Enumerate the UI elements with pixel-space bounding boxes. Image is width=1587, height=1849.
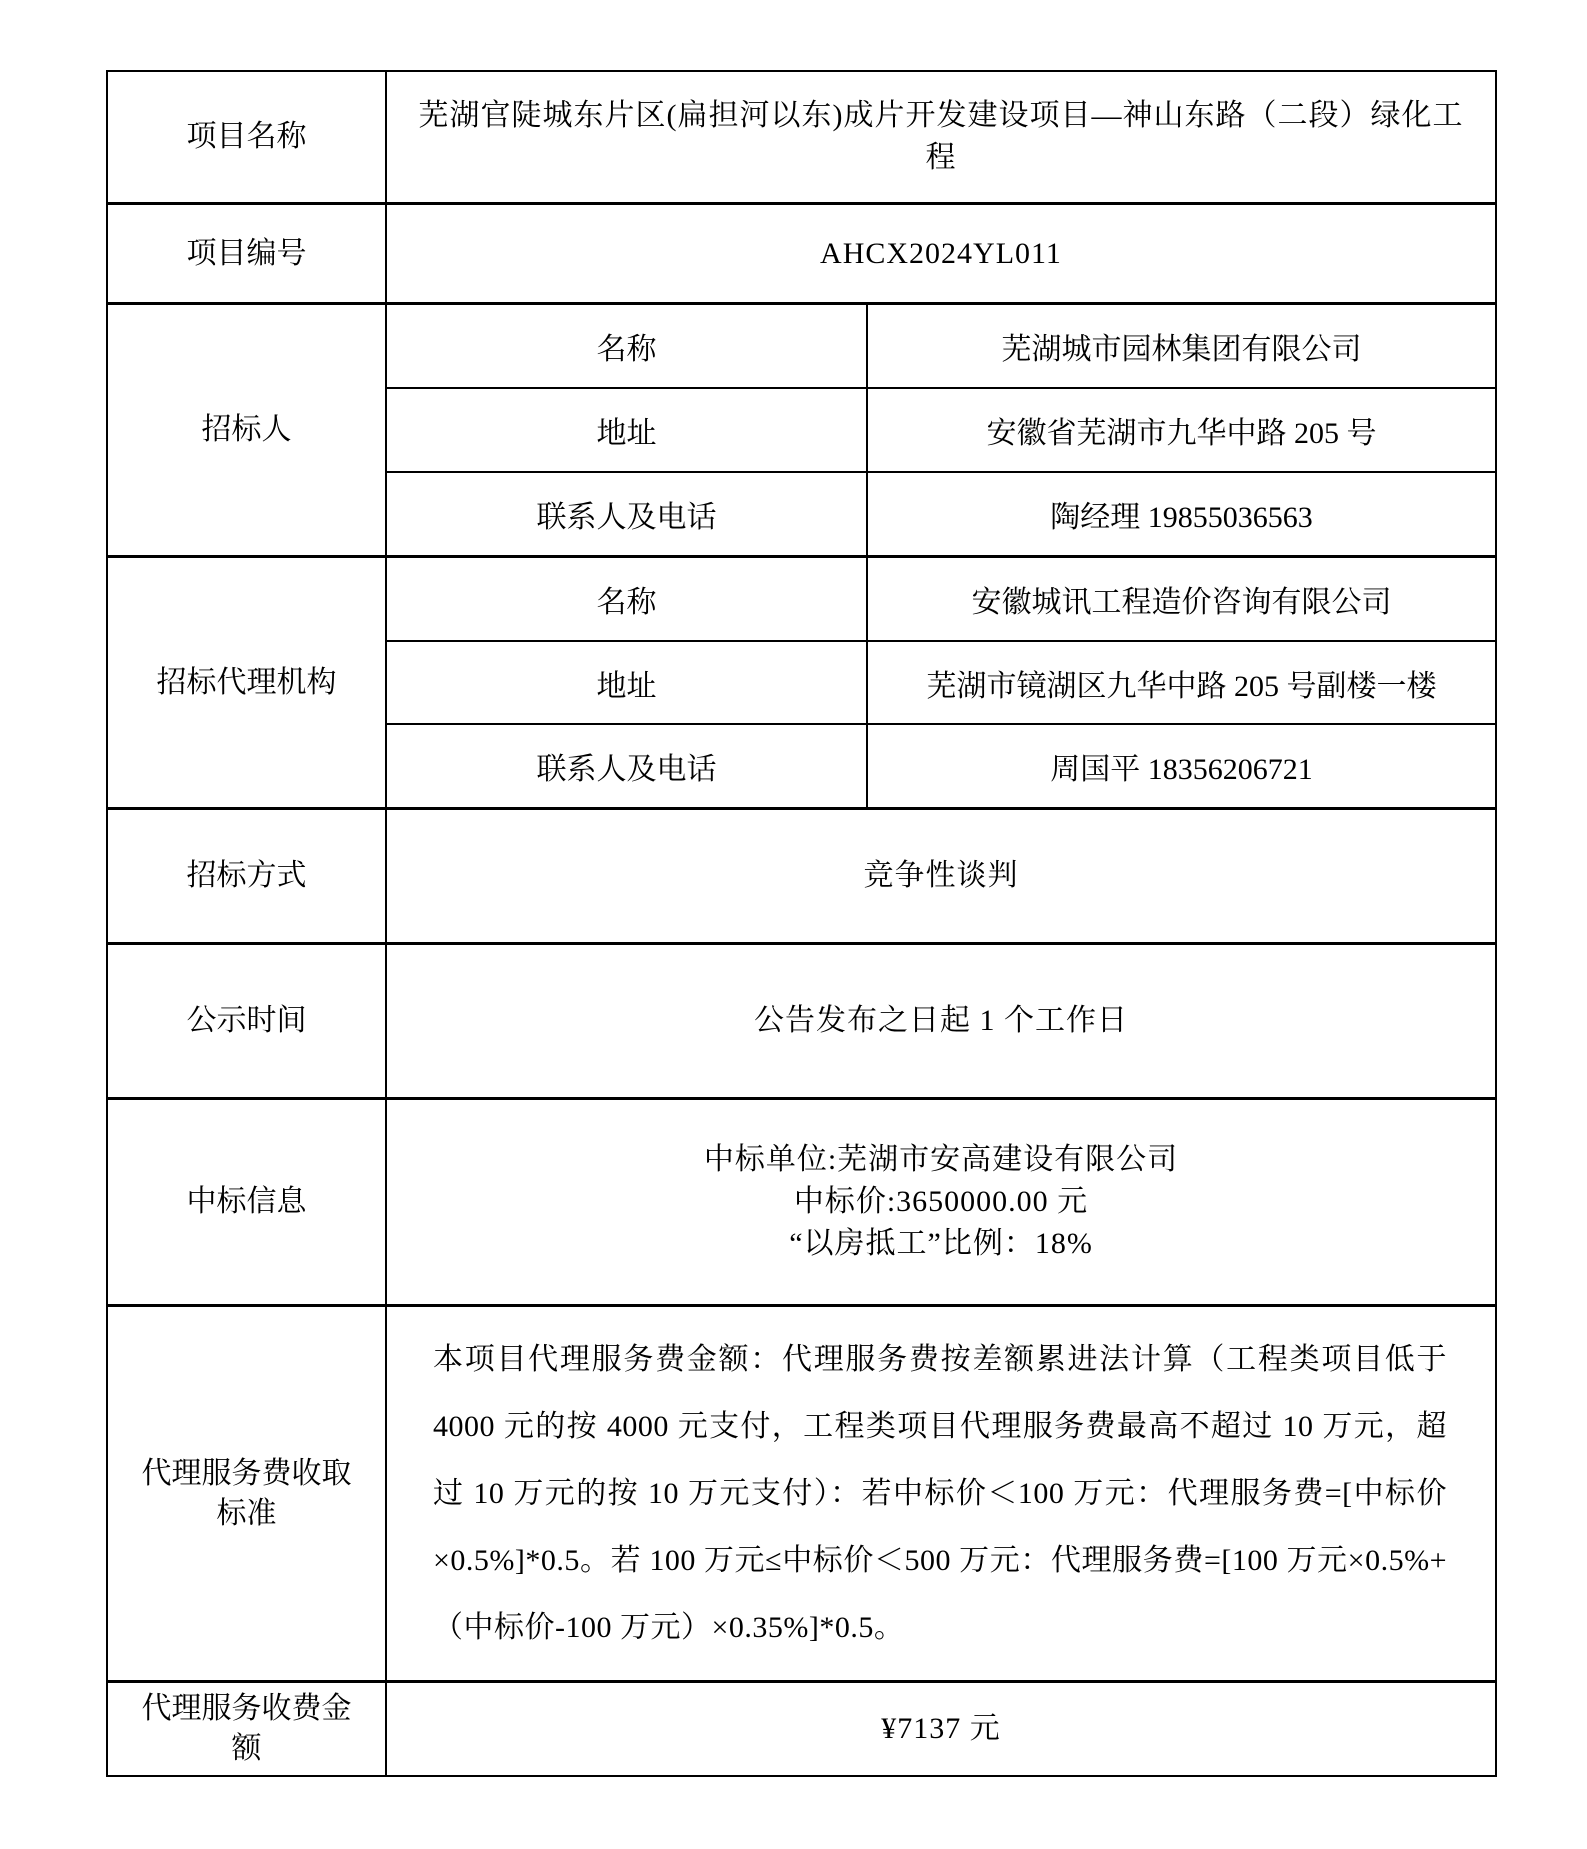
agency-fee-amount-label: 代理服务收费金额 <box>108 1683 387 1775</box>
project-code-value: AHCX2024YL011 <box>820 236 1062 270</box>
award-ratio-line: “以房抵工”比例：18% <box>789 1227 1093 1260</box>
tenderer-address-value: 安徽省芜湖市九华中路 205 号 <box>986 417 1377 450</box>
tender-method-label: 招标方式 <box>108 810 387 942</box>
publicity-period-value: 公告发布之日起 1 个工作日 <box>754 1004 1128 1037</box>
award-info-label: 中标信息 <box>108 1100 387 1304</box>
table-row-agency-fee-standard <box>108 1304 1495 1680</box>
tenderer-name-value: 芜湖城市园林集团有限公司 <box>1001 333 1362 366</box>
agency-address-label: 地址 <box>387 642 868 724</box>
table-row-project-name <box>108 72 1495 202</box>
award-info-lines <box>704 1139 1178 1265</box>
agency-contact-row <box>387 723 1495 807</box>
project-name-value: 芜湖官陡城东片区(扁担河以东)成片开发建设项目—神山东路（二段）绿化工程 <box>418 99 1464 174</box>
tenderer-contact-label: 联系人及电话 <box>387 473 868 555</box>
tenderer-subtable <box>387 305 1495 555</box>
agency-fee-amount-value: ¥7137 元 <box>881 1712 1001 1745</box>
agency-name-value: 安徽城讯工程造价咨询有限公司 <box>971 585 1392 619</box>
table-row-agency-fee-amount <box>108 1680 1495 1775</box>
tenderer-name-label: 名称 <box>387 305 868 387</box>
tenderer-contact-row <box>387 471 1495 555</box>
agency-contact-value: 周国平 18356206721 <box>1050 753 1313 787</box>
agency-contact-label: 联系人及电话 <box>387 725 868 807</box>
agency-name-row <box>387 558 1495 640</box>
table-row-tender-method <box>108 807 1495 942</box>
publicity-period-label: 公示时间 <box>108 945 387 1097</box>
project-name-label: 项目名称 <box>108 72 387 202</box>
award-price-line: 中标价:3650000.00 元 <box>793 1185 1089 1218</box>
agency-name-label: 名称 <box>387 558 868 640</box>
agency-address-value: 芜湖市镜湖区九华中路 205 号副楼一楼 <box>926 669 1437 703</box>
table-row-publicity-period <box>108 942 1495 1097</box>
award-winner-line: 中标单位:芜湖市安高建设有限公司 <box>703 1143 1179 1176</box>
tenderer-contact-value: 陶经理 19855036563 <box>1050 501 1313 534</box>
agency-label: 招标代理机构 <box>108 558 387 807</box>
tenderer-label: 招标人 <box>108 305 387 555</box>
table-row-tenderer <box>108 302 1495 555</box>
award-info-value <box>387 1100 1495 1304</box>
agency-address-row <box>387 640 1495 724</box>
table-row-project-code <box>108 202 1495 302</box>
tenderer-address-label: 地址 <box>387 389 868 471</box>
tender-info-table <box>106 70 1497 1777</box>
agency-fee-standard-text: 本项目代理服务费金额：代理服务费按差额累进法计算（工程类项目低于 4000 元的按 4000 元支付，工程类项目代理服务费最高不超过 10 万元，超过 10 万元的按 10 万元支付）：若中标价＜100 万元：代理服务费=[中标价×0.5%]*0.5。若 100 万元≤中标价＜500 万元：代理服务费=[100 万元×0.5%+（中标价-100 万元）×0.35%]*0.5。 <box>433 1343 1447 1644</box>
tenderer-name-row <box>387 305 1495 387</box>
table-row-agency <box>108 555 1495 807</box>
tenderer-address-row <box>387 387 1495 471</box>
table-row-award-info <box>108 1097 1495 1304</box>
agency-fee-standard-cell <box>387 1307 1495 1680</box>
agency-fee-standard-label: 代理服务费收取标准 <box>108 1307 387 1680</box>
tender-method-value: 竞争性谈判 <box>863 859 1019 892</box>
agency-subtable <box>387 558 1495 807</box>
project-code-label: 项目编号 <box>108 205 387 302</box>
